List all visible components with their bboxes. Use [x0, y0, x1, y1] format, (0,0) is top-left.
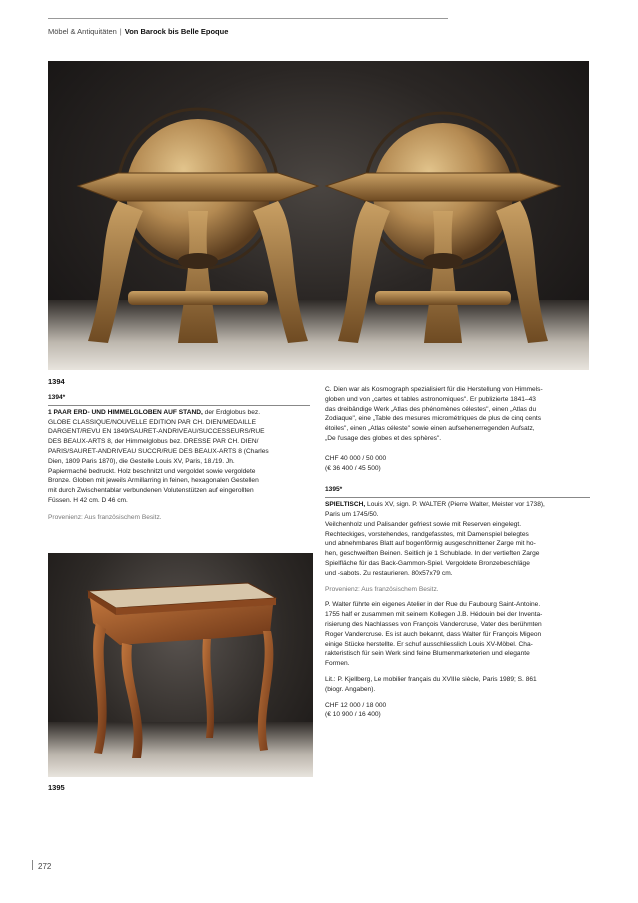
lot-1395-image-label: 1395	[48, 783, 65, 792]
note-line: risierung des Nachlasses von François Vandercruse, Vater des berühmten	[325, 620, 542, 628]
running-header	[48, 27, 228, 36]
cont-line: „De l'usage des globes et des sphères".	[325, 434, 442, 442]
desc-line: Rechteckiges, vorstehendes, randgefasstes, mit Damenspiel belegtes	[325, 530, 529, 538]
desc-line: DES BEAUX-ARTS 8, der Himmelglobus bez. DRESSE PAR CH. DIEN/	[48, 438, 259, 446]
note-line: 1755 half er zusammen mit seinem Kollegen J.B. Hédouin bei der Inventa-	[325, 611, 543, 619]
cont-line: das dreibändige Werk „Atlas des phénomènes célestes", einen „Atlas du	[325, 405, 537, 413]
globes-photo	[48, 61, 589, 370]
desc-line: DARGENT/REVU EN 1849/SAURET-ANDRIVEAU/SUCCESSEURS/RUE	[48, 428, 265, 436]
lot-1394-price-chf: CHF 40 000 / 50 000	[325, 454, 387, 462]
lot-1395-description	[325, 500, 590, 578]
lot-1394-price-eur: (€ 36 400 / 45 500)	[325, 464, 381, 472]
desc-line: Spielfläche für das Back-Gammon-Spiel. Vergoldete Bronzebeschläge	[325, 559, 530, 567]
desc-line: Veilchenholz und Palisander gefriest sowie mit Reserven eingelegt.	[325, 520, 522, 528]
desc-line: und abnehmbares Blatt auf bogenförmig ausgeschnittener Zarge mit ho-	[325, 540, 536, 548]
lot-1394-image-label: 1394	[48, 377, 65, 386]
desc-line: GLOBE CLASSIQUE/NOUVELLE EDITION PAR CH. DIEN/MEDAILLE	[48, 418, 257, 426]
header-rule	[48, 18, 448, 19]
cont-line: Zodiaque", eine „Table des mesures micrométriques de plus de cinq cents	[325, 415, 542, 423]
header-separator: |	[119, 27, 122, 36]
desc-line: mit durch Zwischentablar verbundenen Volutenstützen auf eingerollten	[48, 487, 254, 495]
note-line: einige Stücke herstellte. Er schuf ausschliesslich Louis XV-Möbel. Cha-	[325, 640, 533, 648]
desc-line: und -sabots. Zu restaurieren. 80x57x79 cm.	[325, 569, 453, 577]
lot-1394-title: 1 PAAR ERD- UND HIMMELGLOBEN AUF STAND,	[48, 408, 203, 416]
desc-line: Papiermaché bedruckt. Holz beschnitzt und vergoldet sowie vergoldete	[48, 467, 256, 475]
note-line: P. Walter führte ein eigenes Atelier in der Rue du Faubourg Saint-Antoine.	[325, 601, 541, 609]
footer-bar	[32, 860, 33, 870]
page-footer	[32, 860, 51, 871]
lot-1395-title: SPIELTISCH,	[325, 501, 366, 509]
games-table-photo	[48, 553, 313, 777]
note-line: Formen.	[325, 660, 350, 668]
terrestrial-globe	[78, 109, 318, 343]
lot-1394-text	[48, 393, 310, 523]
title-rest: Louis XV, sign. P. WALTER (Pierre Walter, Meister vor 1738),	[367, 501, 545, 509]
lot-1394-continued	[325, 385, 590, 444]
header-subsection: Von Barock bis Belle Epoque	[124, 27, 229, 36]
cont-line: étoiles", einen „Atlas céleste" sowie einen aufsehenerregenden Aufsatz,	[325, 425, 535, 433]
header-section: Möbel & Antiquitäten	[48, 27, 117, 36]
lot-1395-rule	[325, 497, 590, 498]
lot-1395-literature	[325, 675, 590, 695]
page-number: 272	[38, 862, 52, 871]
desc-line: hen, geschweiften Beinen. Seitlich je 1 Schublade. In der vertieften Zarge	[325, 550, 540, 558]
note-line: rakteristisch für sein Werk sind feine Blumenmarketerien und elegante	[325, 650, 530, 658]
lit-line: Lit.: P. Kjellberg, Le mobilier français du XVIIIe siècle, Paris 1989; S. 861	[325, 675, 537, 683]
lot-1394-rule	[48, 405, 310, 406]
right-column	[325, 385, 590, 720]
lot-1395-note	[325, 600, 590, 669]
lot-1394-number: 1394*	[48, 394, 66, 401]
desc-line: PARIS/SAURET-ANDRIVEAU SUCCR/RUE DES BEAUX-ARTS 8 (Charles	[48, 447, 269, 455]
globes-illustration	[48, 61, 589, 370]
lit-line: (biogr. Angaben).	[325, 685, 376, 693]
lot-1394-provenance: Provenienz: Aus französischem Besitz.	[48, 513, 162, 521]
lot-1395-number: 1395*	[325, 486, 343, 494]
desc-line: Füssen. H 42 cm. D 46 cm.	[48, 496, 128, 504]
note-line: Roger Vandercruse. Es ist auch bekannt, dass Walter für François Migeon	[325, 630, 542, 638]
games-table-illustration	[48, 553, 313, 777]
cont-line: globen und von „cartes et tables astronomiques". Er publizierte 1841–43	[325, 395, 536, 403]
desc-line: Dien, 1809 Paris 1870), die Gestelle Louis XV, Paris, 18./19. Jh.	[48, 457, 235, 465]
lot-1395-price-eur: (€ 10 900 / 16 400)	[325, 711, 381, 719]
celestial-globe	[326, 113, 560, 343]
lot-1395-provenance: Provenienz: Aus französischem Besitz.	[325, 585, 439, 593]
desc-line: der Erdglobus bez.	[204, 408, 261, 416]
desc-line: Bronze. Globen mit jeweils Armillarring in feinen, hexagonalen Gestellen	[48, 477, 259, 485]
lot-1395-price-chf: CHF 12 000 / 18 000	[325, 701, 387, 709]
lot-1394-description	[48, 408, 310, 506]
cont-line: C. Dien war als Kosmograph spezialisiert für die Herstellung von Himmels-	[325, 386, 543, 393]
desc-line: Paris um 1745/50.	[325, 510, 379, 518]
